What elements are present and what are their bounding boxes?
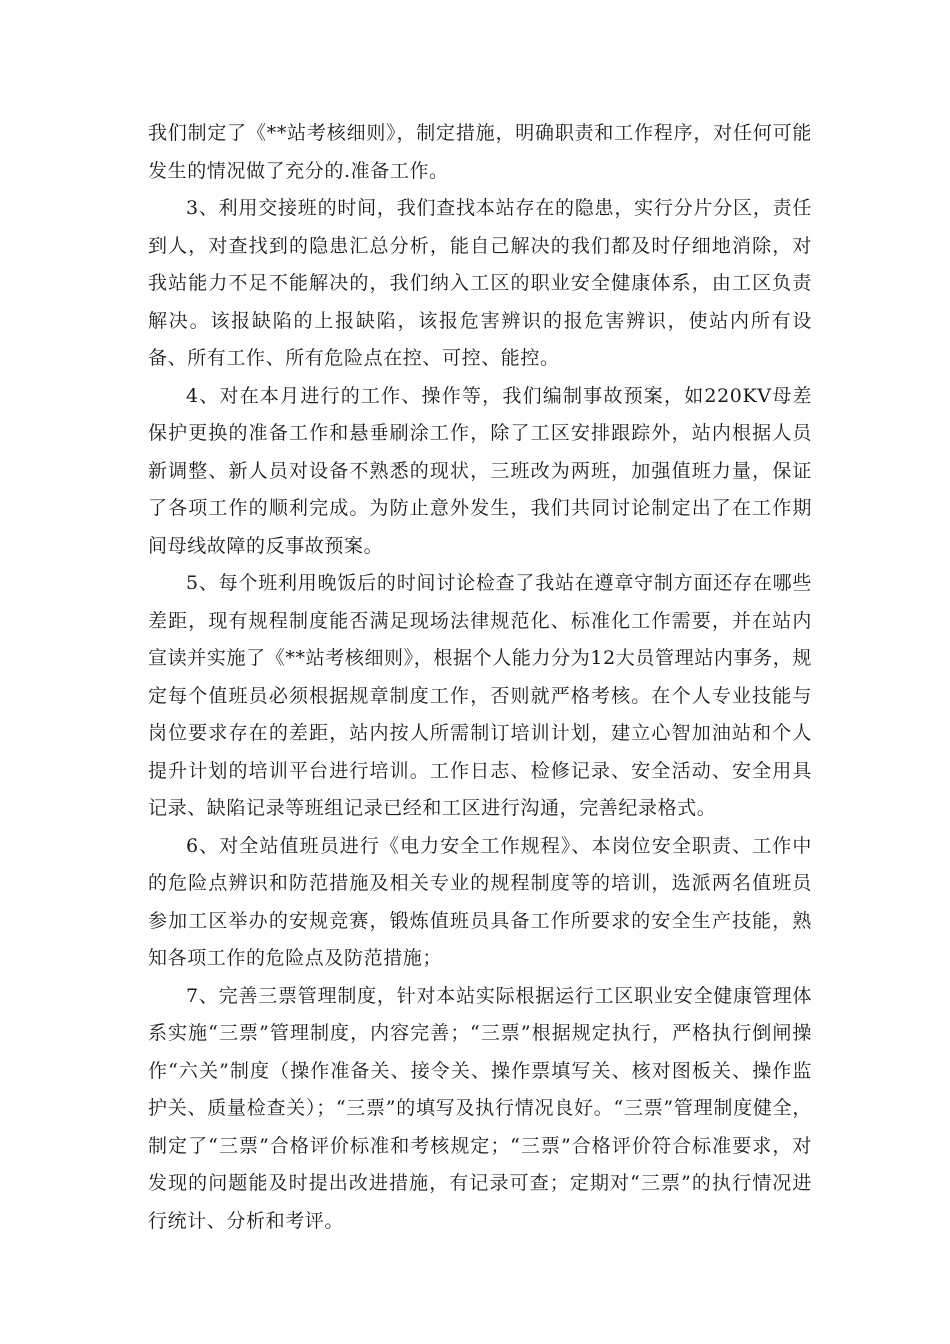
paragraph-item-4: 4、对在本月进行的工作、操作等，我们编制事故预案，如220KV母差保护更换的准备工作和悬垂刷涂工作，除了工区安排跟踪外，站内根据人员新调整、新人员对设备不熟悉的现状，三班改为两班，加强值班力量，保证了各项工作的顺利完成。为防止意外发生，我们共同讨论制定出了在工作期间母线故障的反事故预案。 xyxy=(148,384,812,557)
paragraph-item-5: 5、每个班利用晚饭后的时间讨论检查了我站在遵章守制方面还存在哪些差距，现有规程制度能否满足现场法律规范化、标准化工作需要，并在站内宣读并实施了《**站考核细则》，根据个人能力分为12大员管理站内事务，规定每个值班员必须根据规章制度工作，否则就严格考核。在个人专业技能与岗位要求存在的差距，站内按人所需制订培训计划，建立心智加油站和个人提升计划的培训平台进行培训。工作日志、检修记录、安全活动、安全用具记录、缺陷记录等班组记录已经和工区进行沟通，完善纪录格式。 xyxy=(148,572,812,819)
paragraph-continuation: 我们制定了《**站考核细则》，制定措施，明确职责和工作程序，对任何可能发生的情况做了充分的.准备工作。 xyxy=(148,122,812,182)
paragraph-item-3: 3、利用交接班的时间，我们查找本站存在的隐患，实行分片分区，责任到人，对查找到的隐患汇总分析，能自己解决的我们都及时仔细地消除，对我站能力不足不能解决的，我们纳入工区的职业安全健康体系，由工区负责解决。该报缺陷的上报缺陷，该报危害辨识的报危害辨识，使站内所有设备、所有工作、所有危险点在控、可控、能控。 xyxy=(148,197,812,369)
paragraph-item-6: 6、对全站值班员进行《电力安全工作规程》、本岗位安全职责、工作中的危险点辨识和防范措施及相关专业的规程制度等的培训，选派两名值班员参加工区举办的安规竞赛，锻炼值班员具备工作所要求的安全生产技能，熟知各项工作的危险点及防范措施； xyxy=(148,834,812,969)
paragraph-item-7: 7、完善三票管理制度，针对本站实际根据运行工区职业安全健康管理体系实施“三票”管理制度，内容完善；“三票”根据规定执行，严格执行倒闸操作“六关”制度（操作准备关、接令关、操作票填写关、核对图板关、操作监护关、质量检查关）；“三票”的填写及执行情况良好。“三票”管理制度健全，制定了“三票”合格评价标准和考核规定；“三票”合格评价符合标准要求，对发现的问题能及时提出改进措施，有记录可查；定期对“三票”的执行情况进行统计、分析和考评。 xyxy=(148,984,812,1232)
document-body xyxy=(148,115,812,1240)
